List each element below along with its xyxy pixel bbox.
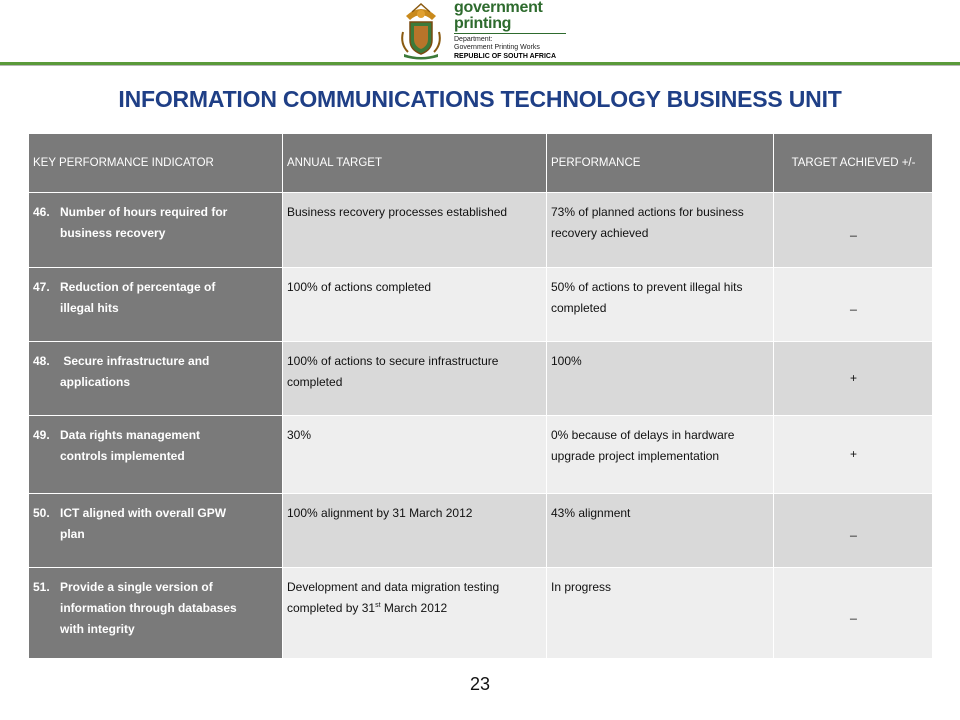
kpi-text-line: with integrity [60,622,135,636]
table-row [29,193,933,268]
target-cell: 100% alignment by 31 March 2012 [283,494,547,568]
page-number: 23 [469,674,491,694]
achieved-cell: _ [774,268,933,342]
target-text: Development and data migration testing completed by 31 [287,580,500,615]
department-label: Department: [454,36,493,43]
target-cell: Business recovery processes established [283,193,547,268]
target-text-rest: March 2012 [380,601,448,615]
kpi-text-line: applications [60,375,131,389]
kpi-text-line: illegal hits [60,301,119,315]
performance-cell: 73% of planned actions for business recovery achieved [547,193,774,268]
target-cell [283,568,547,659]
target-cell: 100% of actions to secure infrastructure completed [283,342,547,416]
kpi-cell [29,193,283,268]
table-row [29,342,933,416]
kpi-number: 51. [33,580,50,594]
kpi-text-line: Number of hours required for [60,205,228,219]
kpi-text-line: Secure infrastructure and [60,354,210,368]
table-row [29,416,933,494]
performance-cell: 43% alignment [547,494,774,568]
kpi-text-line: Data rights management [60,428,201,442]
target-cell: 30% [283,416,547,494]
kpi-cell [29,494,283,568]
kpi-number: 49. [33,428,50,442]
kpi-number: 50. [33,506,50,520]
column-header-annual-target: ANNUAL TARGET [283,134,547,193]
kpi-cell [29,268,283,342]
kpi-number: 48. [33,354,50,368]
brand-line-1: government [454,0,543,16]
kpi-number: 46. [33,205,50,219]
kpi-text-line: business recovery [60,226,166,240]
country-name: REPUBLIC OF SOUTH AFRICA [454,53,557,60]
gpw-wordmark [454,0,568,61]
kpi-text-line: plan [60,527,85,541]
kpi-cell [29,416,283,494]
column-header-performance: PERFORMANCE [547,134,774,193]
slide-header [0,0,960,66]
achieved-cell: _ [774,494,933,568]
column-header-kpi: KEY PERFORMANCE INDICATOR [29,134,283,193]
achieved-cell: + [774,416,933,494]
kpi-cell [29,342,283,416]
achieved-cell: _ [774,193,933,268]
table-row [29,268,933,342]
target-cell: 100% of actions completed [283,268,547,342]
kpi-text-line: Provide a single version of [60,580,213,594]
column-header-target-achieved: TARGET ACHIEVED +/- [774,134,933,193]
ordinal-suffix: st [375,602,381,609]
table-row [29,494,933,568]
brand-line-2: printing [454,15,512,32]
header-rule-grey [0,65,960,66]
kpi-number: 47. [33,280,50,294]
table-header-row [29,134,933,193]
table-row [29,568,933,659]
kpi-text-line: controls implemented [60,449,185,463]
performance-cell: 100% [547,342,774,416]
kpi-text-line: information through databases [60,601,237,615]
page-title: INFORMATION COMMUNICATIONS TECHNOLOGY BUSINESS UNIT [118,86,842,112]
gpw-logo [398,0,568,62]
performance-cell: 50% of actions to prevent illegal hits completed [547,268,774,342]
achieved-cell: + [774,342,933,416]
department-name: Government Printing Works [454,44,540,51]
kpi-table [28,133,933,659]
achieved-cell: _ [774,568,933,659]
performance-cell: 0% because of delays in hardware upgrade project implementation [547,416,774,494]
kpi-text-line: ICT aligned with overall GPW [60,506,227,520]
performance-cell: In progress [547,568,774,659]
brand-divider [454,33,566,34]
kpi-cell [29,568,283,659]
coat-of-arms-icon [398,2,444,60]
kpi-text-line: Reduction of percentage of [60,280,216,294]
